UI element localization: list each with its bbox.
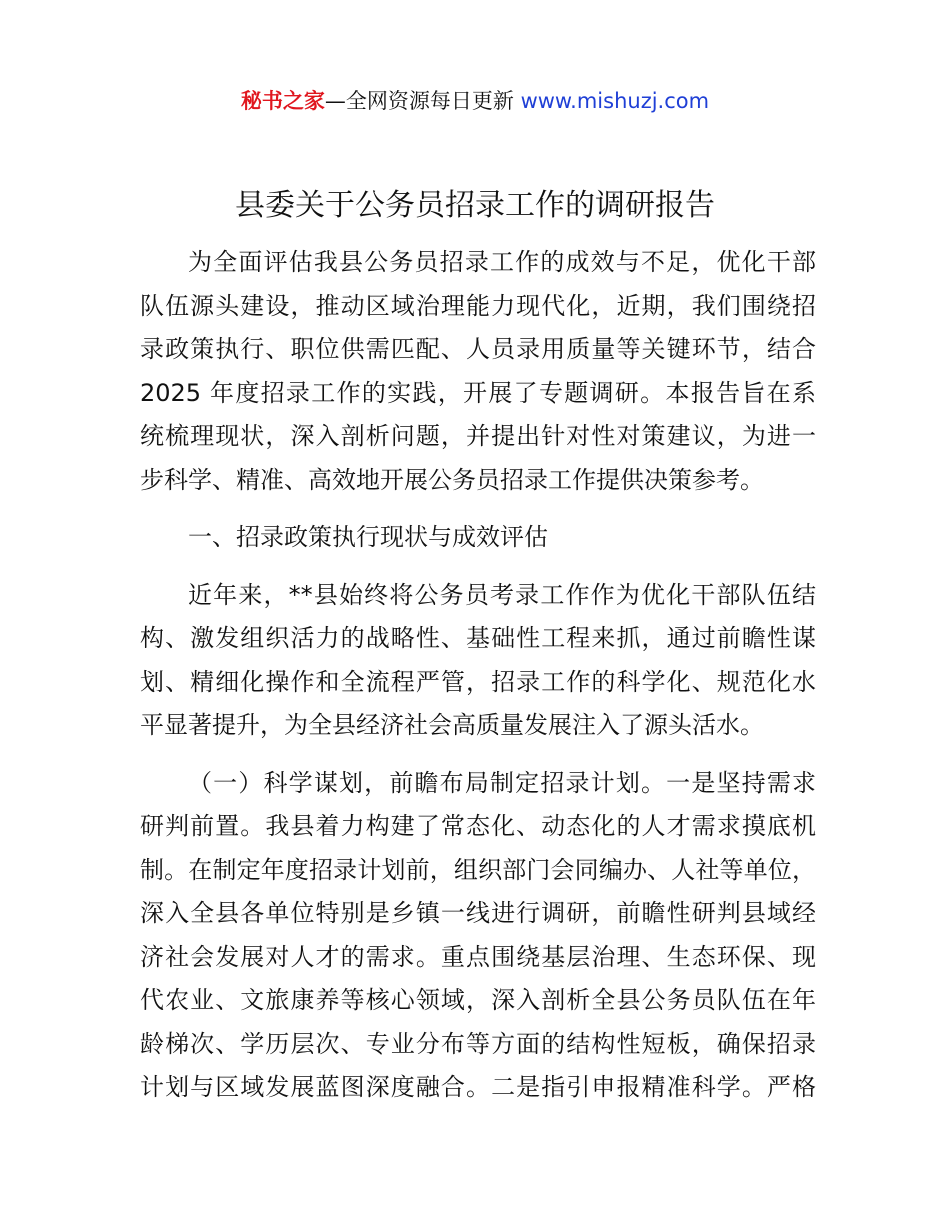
text-line: 计划与区域发展蓝图深度融合。二是指引申报精准科学。严格: [140, 1073, 816, 1101]
text-line: 深入全县各单位特别是乡镇一线进行调研，前瞻性研判县域经: [140, 899, 816, 927]
document-title: 县委关于公务员招录工作的调研报告: [235, 188, 715, 223]
text-line: 近年来，**县始终将公务员考录工作作为优化干部队伍结: [188, 580, 816, 609]
text-line: 构、激发组织活力的战略性、基础性工程来抓，通过前瞻性谋: [140, 624, 816, 652]
text-line: （一）科学谋划，前瞻布局制定招录计划。一是坚持需求: [188, 768, 816, 797]
text-line: 统梳理现状，深入剖析问题，并提出针对性对策建议，为进一: [140, 422, 816, 450]
site-header: [0, 86, 950, 116]
text-line: 步科学、精准、高效地开展公务员招录工作提供决策参考。: [140, 465, 764, 494]
text-line: 录政策执行、职位供需匹配、人员录用质量等关键环节，结合: [140, 335, 816, 363]
text-line: 济社会发展对人才的需求。重点围绕基层治理、生态环保、现: [140, 942, 816, 971]
site-brand: 秘书之家: [240, 89, 325, 113]
text-line: 龄梯次、学历层次、专业分布等方面的结构性短板，确保招录: [140, 1029, 816, 1058]
document-body: [140, 241, 816, 1110]
site-url-link[interactable]: www.mishuzj.com: [520, 89, 710, 113]
text-line: 队伍源头建设，推动区域治理能力现代化，近期，我们围绕招: [140, 291, 816, 320]
section-paragraph: [140, 574, 816, 748]
site-tagline: —全网资源每日更新: [324, 89, 521, 113]
text-line: 2025 年度招录工作的实践，开展了专题调研。本报告旨在系: [140, 378, 816, 407]
section-heading-text: 一、招录政策执行现状与成效评估: [188, 523, 548, 551]
text-line: 研判前置。我县着力构建了常态化、动态化的人才需求摸底机: [140, 812, 816, 840]
section-heading: [140, 516, 816, 560]
text-line: 代农业、文旅康养等核心领域，深入剖析全县公务员队伍在年: [140, 986, 816, 1014]
text-line: 为全面评估我县公务员招录工作的成效与不足，优化干部: [188, 248, 816, 276]
subsection-paragraph: [140, 762, 816, 1110]
intro-paragraph: [140, 241, 816, 502]
text-line: 制。在制定年度招录计划前，组织部门会同编办、人社等单位，: [140, 855, 816, 884]
text-line: 平显著提升，为全县经济社会高质量发展注入了源头活水。: [140, 711, 764, 739]
text-line: 划、精细化操作和全流程严管，招录工作的科学化、规范化水: [140, 667, 816, 696]
